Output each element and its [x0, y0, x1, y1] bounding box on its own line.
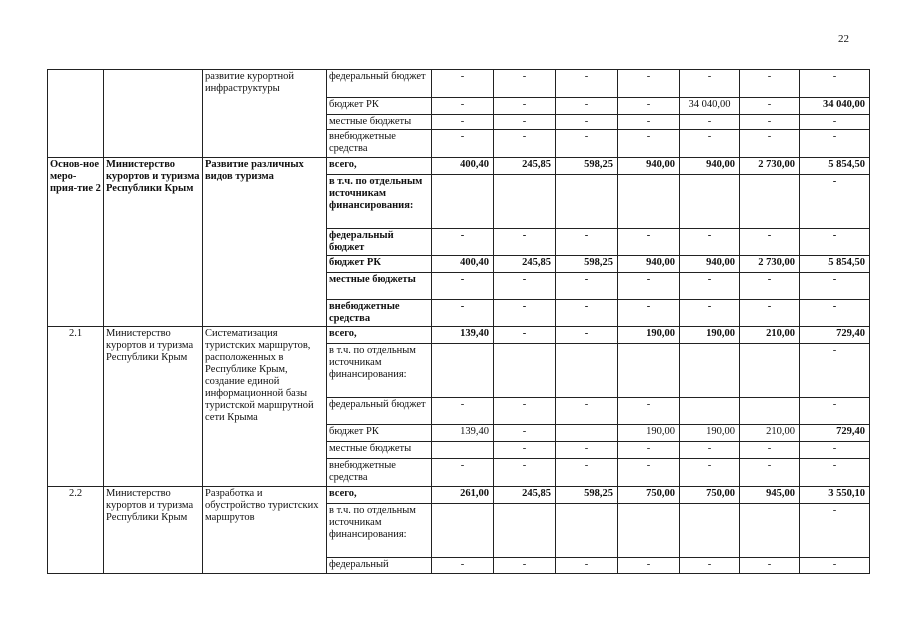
funding-source-cell: внебюджетные средства [327, 300, 432, 327]
value-cell: - [618, 130, 680, 158]
funding-source-cell: всего, [327, 158, 432, 175]
funding-source-cell: местные бюджеты [327, 115, 432, 130]
value-cell: - [556, 130, 618, 158]
value-cell: - [432, 229, 494, 256]
budget-table [47, 69, 870, 574]
value-cell: 190,00 [680, 425, 740, 442]
value-cell: - [556, 558, 618, 574]
value-cell: - [680, 115, 740, 130]
executor-cell: Министерство курортов и туризма Республики Крым [104, 487, 203, 574]
value-cell: 945,00 [740, 487, 800, 504]
funding-source-cell: федеральный бюджет [327, 70, 432, 98]
value-cell: - [494, 70, 556, 98]
value-cell [556, 344, 618, 398]
page-number: 22 [838, 33, 849, 45]
value-cell [740, 344, 800, 398]
value-cell: 750,00 [618, 487, 680, 504]
value-cell: - [618, 273, 680, 300]
value-cell [432, 504, 494, 558]
value-cell: - [494, 98, 556, 115]
value-cell [680, 344, 740, 398]
funding-source-cell: федеральный бюджет [327, 229, 432, 256]
value-cell: - [432, 558, 494, 574]
value-cell: - [556, 229, 618, 256]
value-cell [618, 504, 680, 558]
value-cell [494, 175, 556, 229]
value-cell [556, 425, 618, 442]
value-cell: 940,00 [618, 256, 680, 273]
value-cell: - [618, 558, 680, 574]
value-cell: 190,00 [618, 425, 680, 442]
value-cell: - [740, 300, 800, 327]
value-cell: - [740, 558, 800, 574]
value-cell: - [680, 130, 740, 158]
executor-cell: Министерство курортов и туризма Республики Крым [104, 327, 203, 487]
value-cell [680, 504, 740, 558]
value-cell: 400,40 [432, 256, 494, 273]
value-cell: - [800, 300, 870, 327]
value-cell: - [800, 273, 870, 300]
value-cell: - [494, 300, 556, 327]
value-cell [556, 504, 618, 558]
value-cell: - [618, 398, 680, 425]
value-cell: 940,00 [618, 158, 680, 175]
row-number-cell: 2.1 [48, 327, 104, 487]
funding-source-cell: местные бюджеты [327, 273, 432, 300]
funding-source-cell: федеральный [327, 558, 432, 574]
value-cell [494, 344, 556, 398]
value-cell: - [740, 273, 800, 300]
value-cell: 245,85 [494, 487, 556, 504]
value-cell: - [494, 130, 556, 158]
value-cell: - [800, 504, 870, 558]
value-cell: - [494, 398, 556, 425]
value-cell: 245,85 [494, 256, 556, 273]
value-cell: - [680, 70, 740, 98]
funding-source-cell: в т.ч. по отдельным источникам финансирования: [327, 175, 432, 229]
value-cell: 598,25 [556, 256, 618, 273]
value-cell: - [432, 70, 494, 98]
value-cell [680, 398, 740, 425]
value-cell [740, 398, 800, 425]
value-cell: 139,40 [432, 425, 494, 442]
value-cell [618, 344, 680, 398]
value-cell: - [494, 425, 556, 442]
value-cell: - [680, 300, 740, 327]
value-cell: 139,40 [432, 327, 494, 344]
value-cell: - [618, 229, 680, 256]
value-cell: 245,85 [494, 158, 556, 175]
value-cell: - [494, 229, 556, 256]
funding-source-cell: внебюджетные средства [327, 130, 432, 158]
value-cell: - [556, 300, 618, 327]
value-cell: - [800, 459, 870, 487]
value-cell: 940,00 [680, 158, 740, 175]
funding-source-cell: бюджет РК [327, 256, 432, 273]
value-cell: - [800, 398, 870, 425]
value-cell: - [740, 229, 800, 256]
value-cell: 940,00 [680, 256, 740, 273]
row-number-cell [48, 70, 104, 158]
value-cell: 3 550,10 [800, 487, 870, 504]
value-cell: 750,00 [680, 487, 740, 504]
value-cell: - [556, 273, 618, 300]
value-cell [680, 175, 740, 229]
activity-cell: развитие курортной инфраструктуры [203, 70, 327, 158]
value-cell: - [556, 459, 618, 487]
value-cell: 34 040,00 [680, 98, 740, 115]
value-cell: - [432, 459, 494, 487]
funding-source-cell: бюджет РК [327, 98, 432, 115]
funding-source-cell: в т.ч. по отдельным источникам финансирования: [327, 504, 432, 558]
value-cell: - [494, 327, 556, 344]
value-cell [432, 442, 494, 459]
value-cell: - [680, 459, 740, 487]
value-cell: 729,40 [800, 327, 870, 344]
value-cell: 400,40 [432, 158, 494, 175]
value-cell: - [494, 459, 556, 487]
value-cell: - [618, 70, 680, 98]
funding-source-cell: всего, [327, 487, 432, 504]
value-cell [432, 175, 494, 229]
value-cell: - [432, 130, 494, 158]
value-cell: 190,00 [618, 327, 680, 344]
value-cell: 210,00 [740, 425, 800, 442]
funding-source-cell: всего, [327, 327, 432, 344]
executor-cell: Министерство курортов и туризма Республики Крым [104, 158, 203, 327]
value-cell: - [800, 175, 870, 229]
value-cell [556, 175, 618, 229]
value-cell: - [432, 98, 494, 115]
funding-source-cell: местные бюджеты [327, 442, 432, 459]
funding-source-cell: в т.ч. по отдельным источникам финансирования: [327, 344, 432, 398]
activity-cell: Развитие различных видов туризма [203, 158, 327, 327]
value-cell: - [800, 115, 870, 130]
activity-cell: Систематизация туристских маршрутов, расположенных в Республике Крым, создание единой информационной базы туристской маршрутной сети Крыма [203, 327, 327, 487]
value-cell [740, 504, 800, 558]
value-cell: - [432, 273, 494, 300]
value-cell: - [618, 98, 680, 115]
value-cell: - [680, 273, 740, 300]
value-cell: - [494, 442, 556, 459]
value-cell: - [740, 130, 800, 158]
value-cell: - [740, 115, 800, 130]
value-cell: 261,00 [432, 487, 494, 504]
table-row [48, 158, 870, 175]
value-cell: 5 854,50 [800, 158, 870, 175]
executor-cell [104, 70, 203, 158]
value-cell: - [556, 115, 618, 130]
value-cell: 598,25 [556, 487, 618, 504]
value-cell: - [556, 398, 618, 425]
value-cell: - [800, 558, 870, 574]
value-cell: - [740, 98, 800, 115]
value-cell: - [556, 327, 618, 344]
funding-source-cell: бюджет РК [327, 425, 432, 442]
row-number-cell: 2.2 [48, 487, 104, 574]
table-row [48, 327, 870, 344]
value-cell: 729,40 [800, 425, 870, 442]
value-cell: - [800, 70, 870, 98]
value-cell: - [618, 300, 680, 327]
value-cell: 210,00 [740, 327, 800, 344]
value-cell: - [618, 459, 680, 487]
value-cell: 2 730,00 [740, 256, 800, 273]
value-cell [494, 504, 556, 558]
value-cell: - [494, 558, 556, 574]
funding-source-cell: федеральный бюджет [327, 398, 432, 425]
value-cell: - [432, 115, 494, 130]
value-cell: - [680, 558, 740, 574]
value-cell: 2 730,00 [740, 158, 800, 175]
funding-source-cell: внебюджетные средства [327, 459, 432, 487]
value-cell: - [740, 459, 800, 487]
value-cell: 34 040,00 [800, 98, 870, 115]
value-cell: - [800, 130, 870, 158]
value-cell: - [800, 344, 870, 398]
value-cell: 190,00 [680, 327, 740, 344]
value-cell: - [556, 70, 618, 98]
value-cell: - [680, 442, 740, 459]
value-cell: - [618, 115, 680, 130]
value-cell: - [432, 398, 494, 425]
value-cell: - [494, 115, 556, 130]
value-cell: - [618, 442, 680, 459]
value-cell [740, 175, 800, 229]
value-cell: - [494, 273, 556, 300]
value-cell: - [740, 442, 800, 459]
value-cell: 598,25 [556, 158, 618, 175]
activity-cell: Разработка и обустройство туристских маршрутов [203, 487, 327, 574]
table-row [48, 487, 870, 504]
value-cell: - [556, 442, 618, 459]
value-cell [432, 344, 494, 398]
value-cell: - [556, 98, 618, 115]
table-row [48, 70, 870, 98]
value-cell [618, 175, 680, 229]
value-cell: - [740, 70, 800, 98]
value-cell: - [800, 229, 870, 256]
value-cell: - [680, 229, 740, 256]
value-cell: 5 854,50 [800, 256, 870, 273]
row-number-cell: Основ-ное меро-прия-тие 2 [48, 158, 104, 327]
value-cell: - [800, 442, 870, 459]
value-cell: - [432, 300, 494, 327]
